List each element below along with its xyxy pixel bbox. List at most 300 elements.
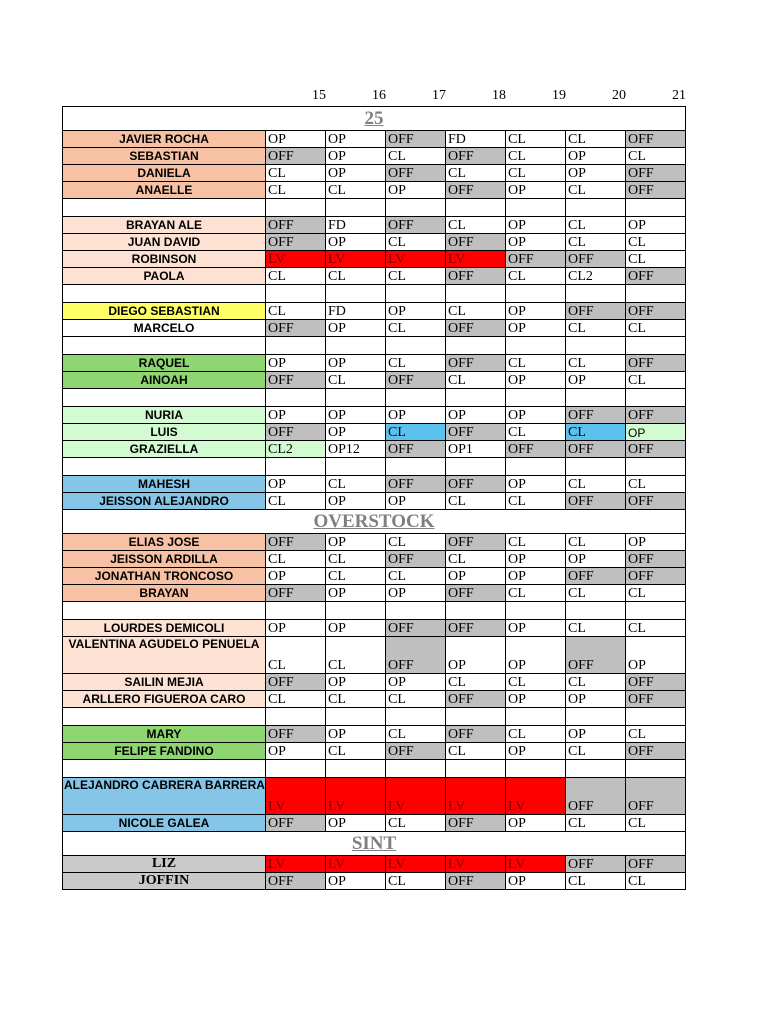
shift-cell: OFF <box>446 424 506 441</box>
empty-cell <box>326 760 386 778</box>
shift-cell: OFF <box>626 568 686 585</box>
shift-cell: OFF <box>386 551 446 568</box>
shift-cell: OFF <box>566 441 626 458</box>
shift-cell: CL <box>626 148 686 165</box>
shift-cell: OP <box>566 148 626 165</box>
employee-name: PAOLA <box>63 268 266 285</box>
shift-cell: CL <box>566 620 626 637</box>
shift-cell: CL <box>326 551 386 568</box>
shift-cell: OFF <box>506 441 566 458</box>
shift-cell: OP <box>506 303 566 320</box>
empty-cell <box>446 389 506 407</box>
shift-cell: OP <box>326 815 386 832</box>
shift-cell: OFF <box>446 234 506 251</box>
empty-cell <box>326 199 386 217</box>
empty-cell <box>386 337 446 355</box>
employee-name: LUIS <box>63 424 266 441</box>
shift-cell: OP1 <box>446 441 506 458</box>
shift-cell: CL <box>446 743 506 760</box>
shift-cell: CL <box>446 551 506 568</box>
shift-cell: OP <box>266 355 326 372</box>
shift-cell: OFF <box>386 743 446 760</box>
shift-cell: OFF <box>386 131 446 148</box>
spacer-row <box>63 337 686 355</box>
employee-row <box>63 303 686 320</box>
employee-name: DIEGO SEBASTIAN <box>63 303 266 320</box>
shift-cell: OP <box>506 873 566 890</box>
employee-name: BRAYAN <box>63 585 266 602</box>
shift-cell: OFF <box>386 476 446 493</box>
shift-cell: OFF <box>626 165 686 182</box>
spacer-row <box>63 602 686 620</box>
employee-row <box>63 620 686 637</box>
employee-row <box>63 165 686 182</box>
shift-cell: LV <box>446 778 506 815</box>
day-number: 20 <box>612 88 626 103</box>
empty-cell <box>63 458 266 476</box>
shift-cell: OFF <box>626 856 686 873</box>
section-header-row <box>63 510 686 534</box>
empty-cell <box>63 285 266 303</box>
shift-cell: CL <box>266 268 326 285</box>
employee-row <box>63 217 686 234</box>
shift-cell: OP <box>326 726 386 743</box>
empty-cell <box>626 708 686 726</box>
shift-cell: OFF <box>566 637 626 674</box>
shift-cell: OP <box>386 493 446 510</box>
empty-cell <box>506 285 566 303</box>
shift-cell: CL <box>626 585 686 602</box>
shift-cell: OFF <box>446 148 506 165</box>
shift-cell: OP12 <box>326 441 386 458</box>
shift-cell: CL <box>446 303 506 320</box>
shift-cell: CL <box>386 424 446 441</box>
employee-name: JONATHAN TRONCOSO <box>63 568 266 585</box>
shift-cell: OP <box>386 674 446 691</box>
shift-cell: OP <box>566 165 626 182</box>
empty-cell <box>326 602 386 620</box>
shift-cell: OP <box>506 691 566 708</box>
employee-name: NURIA <box>63 407 266 424</box>
shift-cell: OP <box>506 551 566 568</box>
employee-name: ALEJANDRO CABRERA BARRERA <box>63 778 266 815</box>
empty-cell <box>506 389 566 407</box>
shift-cell: CL <box>626 251 686 268</box>
empty-cell <box>506 458 566 476</box>
empty-cell <box>63 760 266 778</box>
shift-cell: OP <box>566 691 626 708</box>
shift-cell: OP <box>506 568 566 585</box>
shift-cell: CL <box>386 320 446 337</box>
empty-cell <box>566 389 626 407</box>
shift-cell: OP <box>326 355 386 372</box>
section-header-row <box>63 107 686 131</box>
shift-cell: CL <box>506 131 566 148</box>
employee-name: SAILIN MEJIA <box>63 674 266 691</box>
empty-cell <box>566 708 626 726</box>
employee-name: DANIELA <box>63 165 266 182</box>
shift-cell: LV <box>326 856 386 873</box>
empty-cell <box>566 199 626 217</box>
employee-name: NICOLE GALEA <box>63 815 266 832</box>
employee-row <box>63 131 686 148</box>
shift-cell: CL <box>266 637 326 674</box>
shift-cell: OFF <box>566 568 626 585</box>
shift-cell: OP <box>506 476 566 493</box>
shift-cell: LV <box>506 856 566 873</box>
empty-cell <box>326 337 386 355</box>
shift-cell: CL <box>386 815 446 832</box>
shift-cell: CL <box>506 726 566 743</box>
shift-cell: OFF <box>266 372 326 389</box>
spacer-row <box>63 458 686 476</box>
shift-cell: OFF <box>266 424 326 441</box>
empty-cell <box>446 199 506 217</box>
shift-cell: OP <box>326 407 386 424</box>
empty-cell <box>266 389 326 407</box>
shift-cell: OP <box>626 534 686 551</box>
empty-cell <box>266 602 326 620</box>
employee-name: SEBASTIAN <box>63 148 266 165</box>
shift-cell: OP <box>566 372 626 389</box>
shift-cell: CL <box>386 691 446 708</box>
employee-row <box>63 778 686 815</box>
shift-cell: OP <box>266 743 326 760</box>
shift-cell: OFF <box>566 303 626 320</box>
shift-cell: CL <box>326 182 386 199</box>
employee-row <box>63 856 686 873</box>
shift-cell: OFF <box>266 585 326 602</box>
shift-cell: CL <box>566 234 626 251</box>
shift-cell: OFF <box>266 534 326 551</box>
shift-cell: OP <box>506 815 566 832</box>
empty-cell <box>63 337 266 355</box>
employee-name: MAHESH <box>63 476 266 493</box>
day-header-row <box>62 88 686 106</box>
empty-cell <box>63 602 266 620</box>
employee-row <box>63 251 686 268</box>
employee-row <box>63 551 686 568</box>
shift-cell: CL <box>626 476 686 493</box>
shift-cell: OP <box>626 637 686 674</box>
shift-cell: CL <box>626 726 686 743</box>
day-number: 19 <box>552 88 566 103</box>
shift-cell: OFF <box>566 407 626 424</box>
empty-cell <box>386 602 446 620</box>
employee-name: ANAELLE <box>63 182 266 199</box>
schedule-sheet <box>62 88 686 890</box>
shift-cell: CL <box>506 268 566 285</box>
shift-cell: OFF <box>446 726 506 743</box>
shift-cell: OP <box>266 407 326 424</box>
shift-cell: CL <box>386 234 446 251</box>
empty-cell <box>386 285 446 303</box>
empty-cell <box>506 708 566 726</box>
day-number: 17 <box>432 88 446 103</box>
shift-cell: CL <box>326 691 386 708</box>
empty-cell <box>626 199 686 217</box>
shift-cell: OP <box>326 493 386 510</box>
shift-cell: OFF <box>266 726 326 743</box>
shift-cell: CL <box>566 131 626 148</box>
shift-cell: LV <box>386 251 446 268</box>
shift-cell: FD <box>446 131 506 148</box>
shift-cell: FD <box>326 303 386 320</box>
shift-cell: CL <box>566 476 626 493</box>
shift-cell: OFF <box>566 251 626 268</box>
shift-cell: OP <box>566 551 626 568</box>
employee-row <box>63 637 686 674</box>
shift-cell: CL <box>326 743 386 760</box>
shift-cell: CL <box>386 873 446 890</box>
shift-cell: CL <box>326 372 386 389</box>
shift-cell: OFF <box>266 148 326 165</box>
shift-cell: OFF <box>386 441 446 458</box>
empty-cell <box>446 708 506 726</box>
section-title: 25 <box>63 107 686 131</box>
shift-cell: OP <box>506 743 566 760</box>
shift-cell: CL <box>506 493 566 510</box>
shift-cell: CL <box>266 691 326 708</box>
shift-cell: CL <box>566 585 626 602</box>
empty-cell <box>626 760 686 778</box>
empty-cell <box>566 760 626 778</box>
employee-row <box>63 726 686 743</box>
shift-cell: FD <box>326 217 386 234</box>
empty-cell <box>266 337 326 355</box>
shift-cell: OP <box>326 234 386 251</box>
empty-cell <box>506 760 566 778</box>
shift-cell: CL <box>626 234 686 251</box>
section-title: SINT <box>63 832 686 856</box>
shift-cell: CL <box>506 355 566 372</box>
shift-cell: OP <box>386 407 446 424</box>
shift-cell: LV <box>446 251 506 268</box>
shift-cell: CL <box>566 534 626 551</box>
shift-cell: OFF <box>626 407 686 424</box>
shift-cell: CL <box>626 620 686 637</box>
shift-cell: OFF <box>446 320 506 337</box>
shift-cell: OFF <box>446 815 506 832</box>
empty-cell <box>566 602 626 620</box>
empty-cell <box>63 199 266 217</box>
spacer-row <box>63 708 686 726</box>
shift-cell: OP <box>326 320 386 337</box>
empty-cell <box>626 602 686 620</box>
employee-row <box>63 355 686 372</box>
shift-cell: CL <box>266 165 326 182</box>
empty-cell <box>63 389 266 407</box>
shift-cell: OFF <box>266 873 326 890</box>
shift-cell: CL <box>566 815 626 832</box>
employee-row <box>63 493 686 510</box>
empty-cell <box>626 337 686 355</box>
shift-cell: LV <box>326 251 386 268</box>
shift-cell: CL <box>566 743 626 760</box>
employee-name: LIZ <box>63 856 266 873</box>
empty-cell <box>386 458 446 476</box>
shift-cell: LV <box>506 778 566 815</box>
employee-row <box>63 568 686 585</box>
shift-cell: OP <box>326 148 386 165</box>
employee-name: JUAN DAVID <box>63 234 266 251</box>
section-header-row <box>63 832 686 856</box>
shift-cell: OP <box>506 372 566 389</box>
shift-cell: CL <box>266 303 326 320</box>
shift-cell: OFF <box>386 217 446 234</box>
shift-cell: OFF <box>446 534 506 551</box>
shift-cell: CL <box>506 534 566 551</box>
shift-cell: CL <box>386 268 446 285</box>
empty-cell <box>566 337 626 355</box>
empty-cell <box>446 602 506 620</box>
shift-cell: OFF <box>566 778 626 815</box>
shift-cell: LV <box>446 856 506 873</box>
shift-cell: OP <box>506 407 566 424</box>
shift-cell: CL <box>386 726 446 743</box>
employee-name: MARY <box>63 726 266 743</box>
employee-row <box>63 815 686 832</box>
day-number: 15 <box>312 88 326 103</box>
empty-cell <box>326 389 386 407</box>
shift-cell: OP <box>446 407 506 424</box>
employee-row <box>63 268 686 285</box>
shift-cell: CL <box>386 568 446 585</box>
shift-cell: CL <box>326 476 386 493</box>
shift-cell: OFF <box>626 691 686 708</box>
shift-cell: OFF <box>266 674 326 691</box>
employee-row <box>63 691 686 708</box>
shift-cell: OP <box>506 620 566 637</box>
shift-cell: OFF <box>266 234 326 251</box>
shift-cell: CL <box>326 568 386 585</box>
shift-cell: OP <box>266 131 326 148</box>
shift-cell: OP <box>326 131 386 148</box>
shift-cell: OFF <box>446 691 506 708</box>
empty-cell <box>506 337 566 355</box>
employee-row <box>63 873 686 890</box>
shift-cell: CL <box>506 585 566 602</box>
employee-name: JEISSON ARDILLA <box>63 551 266 568</box>
employee-name: BRAYAN ALE <box>63 217 266 234</box>
shift-cell: OFF <box>386 620 446 637</box>
shift-cell: CL <box>626 873 686 890</box>
shift-cell: OP <box>326 534 386 551</box>
shift-cell: CL <box>506 165 566 182</box>
empty-cell <box>446 337 506 355</box>
employee-name: ARLLERO FIGUEROA CARO <box>63 691 266 708</box>
shift-cell: OP <box>506 182 566 199</box>
shift-cell: OFF <box>626 355 686 372</box>
shift-cell: OFF <box>266 320 326 337</box>
employee-name: FELIPE FANDINO <box>63 743 266 760</box>
shift-cell: OFF <box>626 551 686 568</box>
empty-cell <box>266 285 326 303</box>
schedule-table <box>62 106 686 890</box>
empty-cell <box>446 458 506 476</box>
shift-cell: OFF <box>266 815 326 832</box>
shift-cell: CL <box>266 182 326 199</box>
employee-row <box>63 148 686 165</box>
empty-cell <box>506 199 566 217</box>
shift-cell: OFF <box>626 743 686 760</box>
shift-cell: OFF <box>626 303 686 320</box>
shift-cell: CL <box>266 551 326 568</box>
shift-cell: OP <box>506 234 566 251</box>
shift-cell: OFF <box>626 778 686 815</box>
empty-cell <box>446 760 506 778</box>
shift-cell: OFF <box>626 493 686 510</box>
employee-name: VALENTINA AGUDELO PENUELA <box>63 637 266 674</box>
shift-cell: OFF <box>566 493 626 510</box>
employee-row <box>63 476 686 493</box>
employee-row <box>63 441 686 458</box>
shift-cell: CL <box>446 674 506 691</box>
shift-cell: CL <box>626 372 686 389</box>
shift-cell: CL <box>266 493 326 510</box>
empty-cell <box>386 760 446 778</box>
shift-cell: CL <box>326 637 386 674</box>
shift-cell: OFF <box>446 585 506 602</box>
spacer-row <box>63 389 686 407</box>
empty-cell <box>266 708 326 726</box>
empty-cell <box>326 458 386 476</box>
shift-cell: OP <box>446 568 506 585</box>
shift-cell: OP <box>326 674 386 691</box>
empty-cell <box>63 708 266 726</box>
shift-cell: OFF <box>446 620 506 637</box>
shift-cell: OP <box>326 165 386 182</box>
shift-cell: OP <box>386 182 446 199</box>
shift-cell: OFF <box>446 355 506 372</box>
employee-row <box>63 674 686 691</box>
shift-cell: LV <box>386 778 446 815</box>
shift-cell: OFF <box>626 182 686 199</box>
shift-cell: CL <box>566 320 626 337</box>
shift-cell: LV <box>266 856 326 873</box>
shift-cell: OFF <box>626 441 686 458</box>
employee-row <box>63 424 686 441</box>
shift-cell: OFF <box>266 217 326 234</box>
employee-name: RAQUEL <box>63 355 266 372</box>
shift-cell: LV <box>266 251 326 268</box>
shift-cell: CL <box>446 165 506 182</box>
shift-cell: OFF <box>626 674 686 691</box>
employee-row <box>63 585 686 602</box>
shift-cell: OFF <box>506 251 566 268</box>
empty-cell <box>386 389 446 407</box>
empty-cell <box>326 708 386 726</box>
shift-cell: OFF <box>446 268 506 285</box>
shift-cell: OP <box>326 424 386 441</box>
shift-cell: CL <box>566 355 626 372</box>
empty-cell <box>266 458 326 476</box>
shift-cell: OP <box>266 620 326 637</box>
shift-cell: OFF <box>566 856 626 873</box>
empty-cell <box>626 458 686 476</box>
shift-cell: OP <box>326 873 386 890</box>
employee-name: GRAZIELLA <box>63 441 266 458</box>
employee-name: AINOAH <box>63 372 266 389</box>
shift-cell: OFF <box>386 372 446 389</box>
shift-cell: CL <box>506 148 566 165</box>
shift-cell: OFF <box>446 476 506 493</box>
employee-name: JAVIER ROCHA <box>63 131 266 148</box>
shift-cell: OP <box>566 726 626 743</box>
spacer-row <box>63 760 686 778</box>
shift-cell: OP <box>326 620 386 637</box>
shift-cell: CL <box>566 217 626 234</box>
